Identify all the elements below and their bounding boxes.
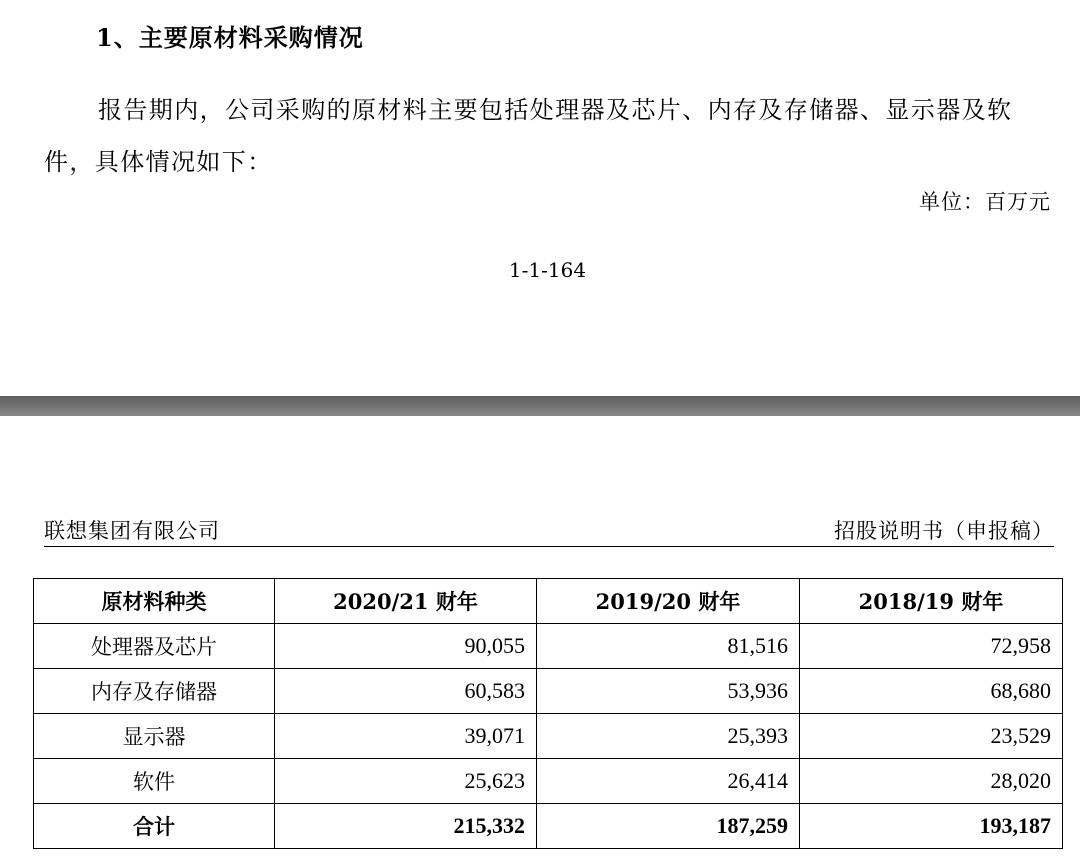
column-header-category: 原材料种类 <box>34 579 275 624</box>
value-cell: 81,516 <box>537 624 800 669</box>
header-rule <box>44 546 1054 547</box>
column-header-fy2020: 2019/20 财年 <box>537 579 800 624</box>
column-header-fy2021: 2020/21 财年 <box>275 579 537 624</box>
table-header-row <box>34 579 1063 624</box>
page-upper <box>0 0 1080 395</box>
column-header-fy2019: 2018/19 财年 <box>800 579 1063 624</box>
unit-label: 单位：百万元 <box>919 190 1051 214</box>
company-name: 联想集团有限公司 <box>44 519 220 543</box>
table-row <box>34 759 1063 804</box>
total-value-cell: 215,332 <box>275 804 537 849</box>
section-heading: 1、主要原材料采购情况 <box>96 23 364 52</box>
value-cell: 60,583 <box>275 669 537 714</box>
total-value-cell: 187,259 <box>537 804 800 849</box>
value-cell: 25,393 <box>537 714 800 759</box>
total-row <box>34 804 1063 849</box>
value-cell: 68,680 <box>800 669 1063 714</box>
category-cell: 处理器及芯片 <box>34 624 275 669</box>
value-cell: 53,936 <box>537 669 800 714</box>
total-value-cell: 193,187 <box>800 804 1063 849</box>
category-cell: 内存及存储器 <box>34 669 275 714</box>
value-cell: 72,958 <box>800 624 1063 669</box>
page-separator <box>0 396 1080 416</box>
value-cell: 39,071 <box>275 714 537 759</box>
value-cell: 25,623 <box>275 759 537 804</box>
table-row <box>34 624 1063 669</box>
category-cell: 软件 <box>34 759 275 804</box>
total-label-cell: 合计 <box>34 804 275 849</box>
table-row <box>34 669 1063 714</box>
raw-material-table <box>33 578 1063 849</box>
intro-paragraph: 报告期内，公司采购的原材料主要包括处理器及芯片、内存及存储器、显示器及软件，具体情况如下： <box>44 96 1013 176</box>
value-cell: 28,020 <box>800 759 1063 804</box>
document-title: 招股说明书（申报稿） <box>834 519 1054 543</box>
value-cell: 23,529 <box>800 714 1063 759</box>
table-row <box>34 714 1063 759</box>
value-cell: 90,055 <box>275 624 537 669</box>
category-cell: 显示器 <box>34 714 275 759</box>
value-cell: 26,414 <box>537 759 800 804</box>
page-number: 1-1-164 <box>508 258 587 282</box>
